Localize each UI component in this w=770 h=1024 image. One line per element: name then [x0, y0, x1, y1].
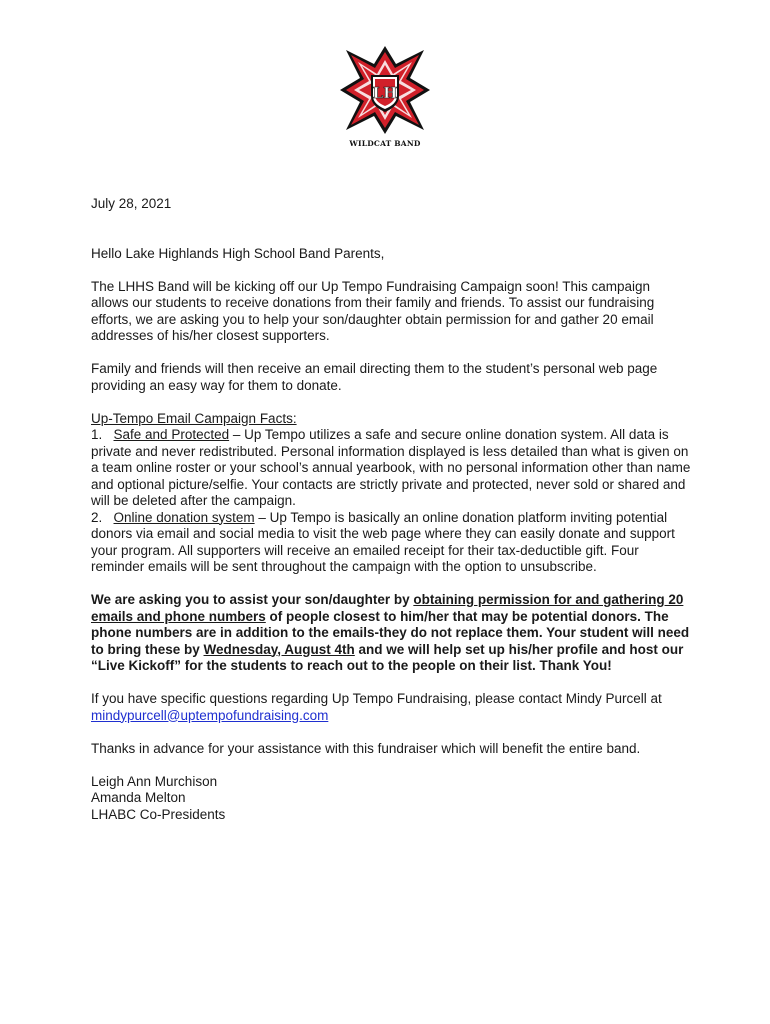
maltese-cross-icon: [338, 44, 432, 136]
signature-name-2: Amanda Melton: [91, 790, 186, 805]
fact-1-number: 1.: [91, 427, 114, 442]
letter-body: [91, 196, 691, 823]
fact-item-1: [91, 427, 691, 510]
letter-date: July 28, 2021: [91, 196, 172, 211]
signature-title: LHABC Co-Presidents: [91, 806, 226, 822]
signature-name-1: Leigh Ann Murchison: [91, 773, 218, 789]
facts-heading: [91, 411, 691, 428]
request-text-2: of people closest to him/her that may be potential donors. The phone numbers are in addition to the emails-they do not replace them. Your student will need to bring these by: [91, 608, 690, 657]
fact-item-2: [91, 510, 691, 576]
request-deadline: Wednesday, August 4th: [203, 641, 355, 657]
intro-paragraph: The LHHS Band will be kicking off our Up Tempo Fundraising Campaign soon! This campaign allows our students to receive donations from their family and friends. To assist our fundraising efforts, we are asking you to help your son/daughter obtain permission for and gather 20 email addresses of his/her closest supporters.: [91, 278, 655, 343]
family-paragraph: Family and friends will then receive an email directing them to the student’s personal web page providing an easy way for them to donate.: [91, 361, 658, 393]
request-text-1: We are asking you to assist your son/daughter by: [91, 592, 414, 607]
greeting: Hello Lake Highlands High School Band Parents,: [91, 245, 385, 261]
contact-email-link[interactable]: mindypurcell@uptempofundraising.com: [91, 707, 329, 723]
fact-2-text: – Up Tempo is basically an online donation platform inviting potential donors via email and social media to visit the web page where they can easily donate and support your program. All supporters will receive an emailed receipt for their tax-deductible gift. Four reminder emails will be sent throughout the campaign with the option to unsubscribe.: [91, 509, 675, 574]
fact-1-text: – Up Tempo utilizes a safe and secure online donation system. All data is private and never redistributed. Personal information displayed is less detailed than what is given on a team online roster or your school’s annual yearbook, with no personal information other than name and optional picture/selfie. Your contacts are strictly private and protected, never sold or shared and will be deleted after the campaign.: [91, 427, 691, 508]
logo-caption: WILDCAT BAND: [349, 139, 421, 148]
logo-monogram: LH: [372, 84, 398, 102]
request-paragraph: [91, 592, 691, 675]
request-text-3: and we will help set up his/her profile and host our “Live Kickoff” for the students to reach out to the people on their list. Thank You!: [91, 641, 684, 673]
thanks-paragraph: Thanks in advance for your assistance with this fundraiser which will benefit the entire band.: [91, 740, 641, 756]
fact-1-title: Safe and Protected: [113, 427, 230, 442]
wildcat-band-logo: [338, 44, 432, 148]
fact-2-number: 2.: [91, 509, 114, 525]
contact-paragraph: [91, 691, 691, 724]
contact-text: If you have specific questions regarding Up Tempo Fundraising, please contact Mindy Purcell at: [91, 691, 662, 706]
fact-2-title: Online donation system: [113, 509, 255, 525]
request-emphasis-1: obtaining permission for and gathering 20 emails and phone numbers: [91, 592, 684, 624]
facts-heading-text: Up-Tempo Email Campaign Facts:: [91, 410, 297, 426]
